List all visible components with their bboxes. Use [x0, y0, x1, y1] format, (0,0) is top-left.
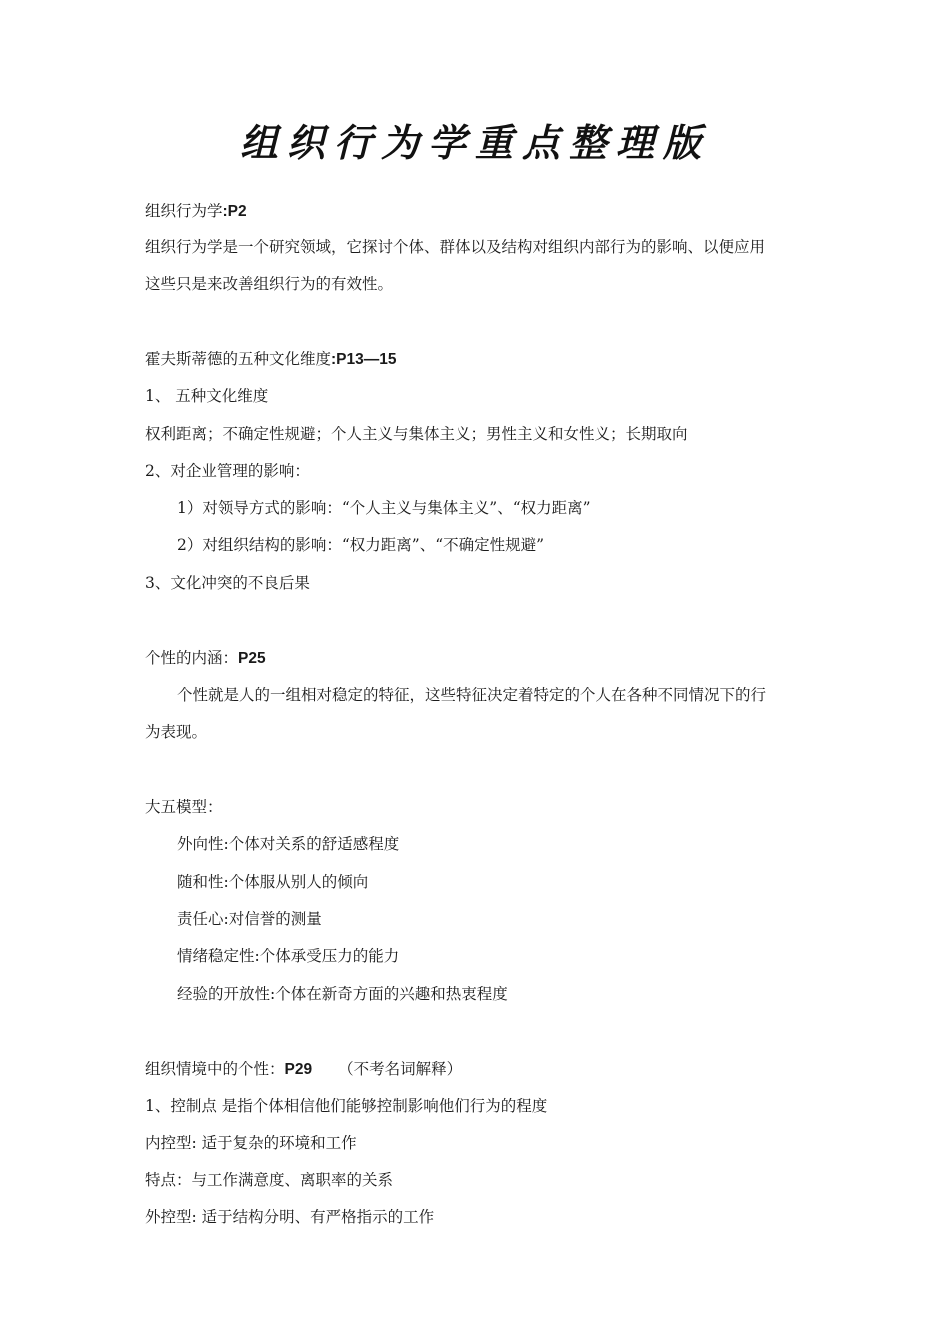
sub-list-item: 2）对组织结构的影响：“权力距离”、“不确定性规避” [177, 536, 545, 554]
list-item: 外向性:个体对关系的舒适感程度 [177, 835, 400, 853]
section-heading-personality [145, 648, 266, 669]
list-item: 情绪稳定性:个体承受压力的能力 [177, 947, 400, 965]
page-ref: P29 [284, 1061, 313, 1078]
paragraph-line: 个性就是人的一组相对稳定的特征，这些特征决定着特定的个人在各种不同情况下的行 [177, 686, 767, 704]
heading-text: 组织情境中的个性： [145, 1060, 285, 1078]
page-ref: :P13—15 [331, 351, 397, 368]
list-item: 责任心:对信誉的测量 [177, 910, 322, 928]
page-ref: P25 [238, 650, 266, 667]
paragraph-line: 组织行为学是一个研究领域，它探讨个体、群体以及结构对组织内部行为的影响、以便应用 [145, 238, 766, 256]
paragraph-line: 这些只是来改善组织行为的有效性。 [145, 275, 394, 293]
list-item: 1、 五种文化维度 [145, 387, 269, 405]
heading-note: （不考名词解释） [338, 1060, 463, 1078]
heading-text: 霍夫斯蒂德的五种文化维度 [145, 350, 332, 368]
list-item: 经验的开放性:个体在新奇方面的兴趣和热衷程度 [177, 985, 508, 1003]
list-item: 3、文化冲突的不良后果 [145, 574, 310, 592]
document-title: 组织行为学重点整理版 [239, 120, 710, 165]
list-item: 2、对企业管理的影响： [145, 462, 310, 480]
section-heading-big-five: 大五模型： [145, 798, 223, 816]
section-heading-ob [145, 201, 247, 222]
paragraph-line: 为表现。 [145, 723, 208, 741]
heading-text: 组织行为学 [145, 202, 223, 220]
list-item: 随和性:个体服从别人的倾向 [177, 873, 369, 891]
section-heading-personality-context [145, 1059, 462, 1080]
sub-list-item: 1）对领导方式的影响：“个人主义与集体主义”、“权力距离” [177, 499, 591, 517]
list-item: 1、控制点 是指个体相信他们能够控制影响他们行为的程度 [145, 1097, 548, 1115]
section-heading-hofstede [145, 349, 397, 370]
list-item-detail: 外控型: 适于结构分明、有严格指示的工作 [145, 1208, 435, 1226]
list-item-detail: 内控型: 适于复杂的环境和工作 [145, 1134, 357, 1152]
list-item-detail: 权利距离；不确定性规避；个人主义与集体主义；男性主义和女性义；长期取向 [145, 425, 688, 443]
page-ref: :P2 [222, 203, 247, 220]
list-item-detail: 特点：与工作满意度、离职率的关系 [145, 1171, 394, 1189]
heading-text: 个性的内涵： [145, 649, 239, 667]
